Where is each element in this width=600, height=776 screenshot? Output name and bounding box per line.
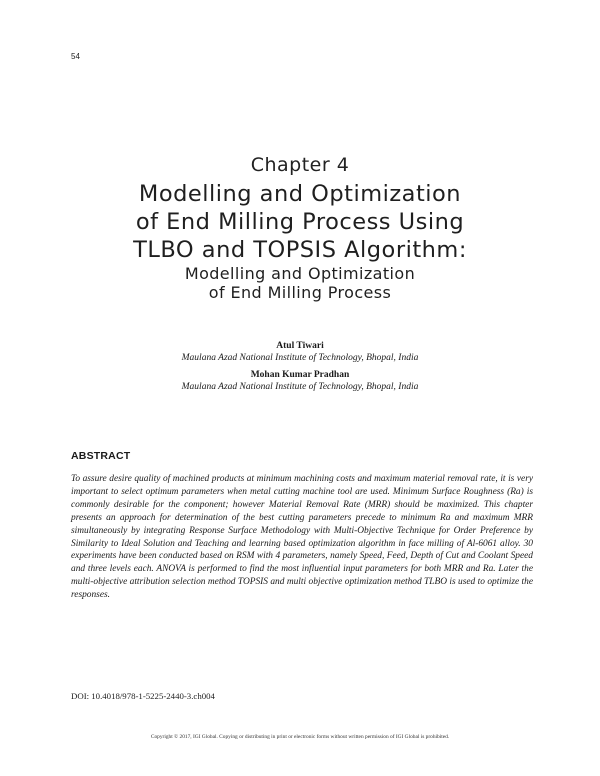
chapter-label: Chapter 4 xyxy=(250,154,350,176)
copyright-notice: Copyright © 2017, IGI Global. Copying or distributing in print or electronic forms without written permission of IGI Global is prohibited. xyxy=(150,734,450,740)
author-entry xyxy=(0,340,600,365)
abstract-heading: ABSTRACT xyxy=(71,450,131,462)
title-line: of End Milling Process Using xyxy=(135,209,465,235)
doi-line: DOI: 10.4018/978-1-5225-2440-3.ch004 xyxy=(71,691,215,701)
page-number: 54 xyxy=(71,52,80,61)
author-name: Atul Tiwari xyxy=(276,341,324,351)
abstract-body: To assure desire quality of machined products at minimum machining costs and maximum material removal rate, it is very important to select optimum parameters when metal cutting machine tool are used. Minimum Surface Roughness (Ra) is commonly desirable for the component; however Material Removal Rate (MRR) should be maximized. This chapter presents an approach for determination of the best cutting parameters precede to minimum Ra and maximum MRR simultaneously by integrating Response Surface Methodology with Multi-Objective Technique for Order Preference by Similarity to Ideal Solution and Teaching and learning based optimization algorithm in face milling of Al-6061 alloy. 30 experiments have been conducted based on RSM with 4 parameters, namely Speed, Feed, Depth of Cut and Coolant Speed and three levels each. ANOVA is performed to find the most influential input parameters for both MRR and Ra. Later the multi-objective attribution selection method TOPSIS and multi objective optimization method TLBO is used to optimize the responses. xyxy=(71,474,533,601)
subtitle-line: Modelling and Optimization xyxy=(184,264,416,283)
title-line: TLBO and TOPSIS Algorithm: xyxy=(133,237,467,263)
chapter-title xyxy=(40,180,560,302)
title-line: Modelling and Optimization xyxy=(138,181,462,207)
author-name: Mohan Kumar Pradhan xyxy=(250,370,350,380)
subtitle-line: of End Milling Process xyxy=(208,283,392,302)
author-affiliation: Maulana Azad National Institute of Technology, Bhopal, India xyxy=(181,382,419,392)
author-affiliation: Maulana Azad National Institute of Technology, Bhopal, India xyxy=(181,353,419,363)
author-entry xyxy=(0,369,600,394)
